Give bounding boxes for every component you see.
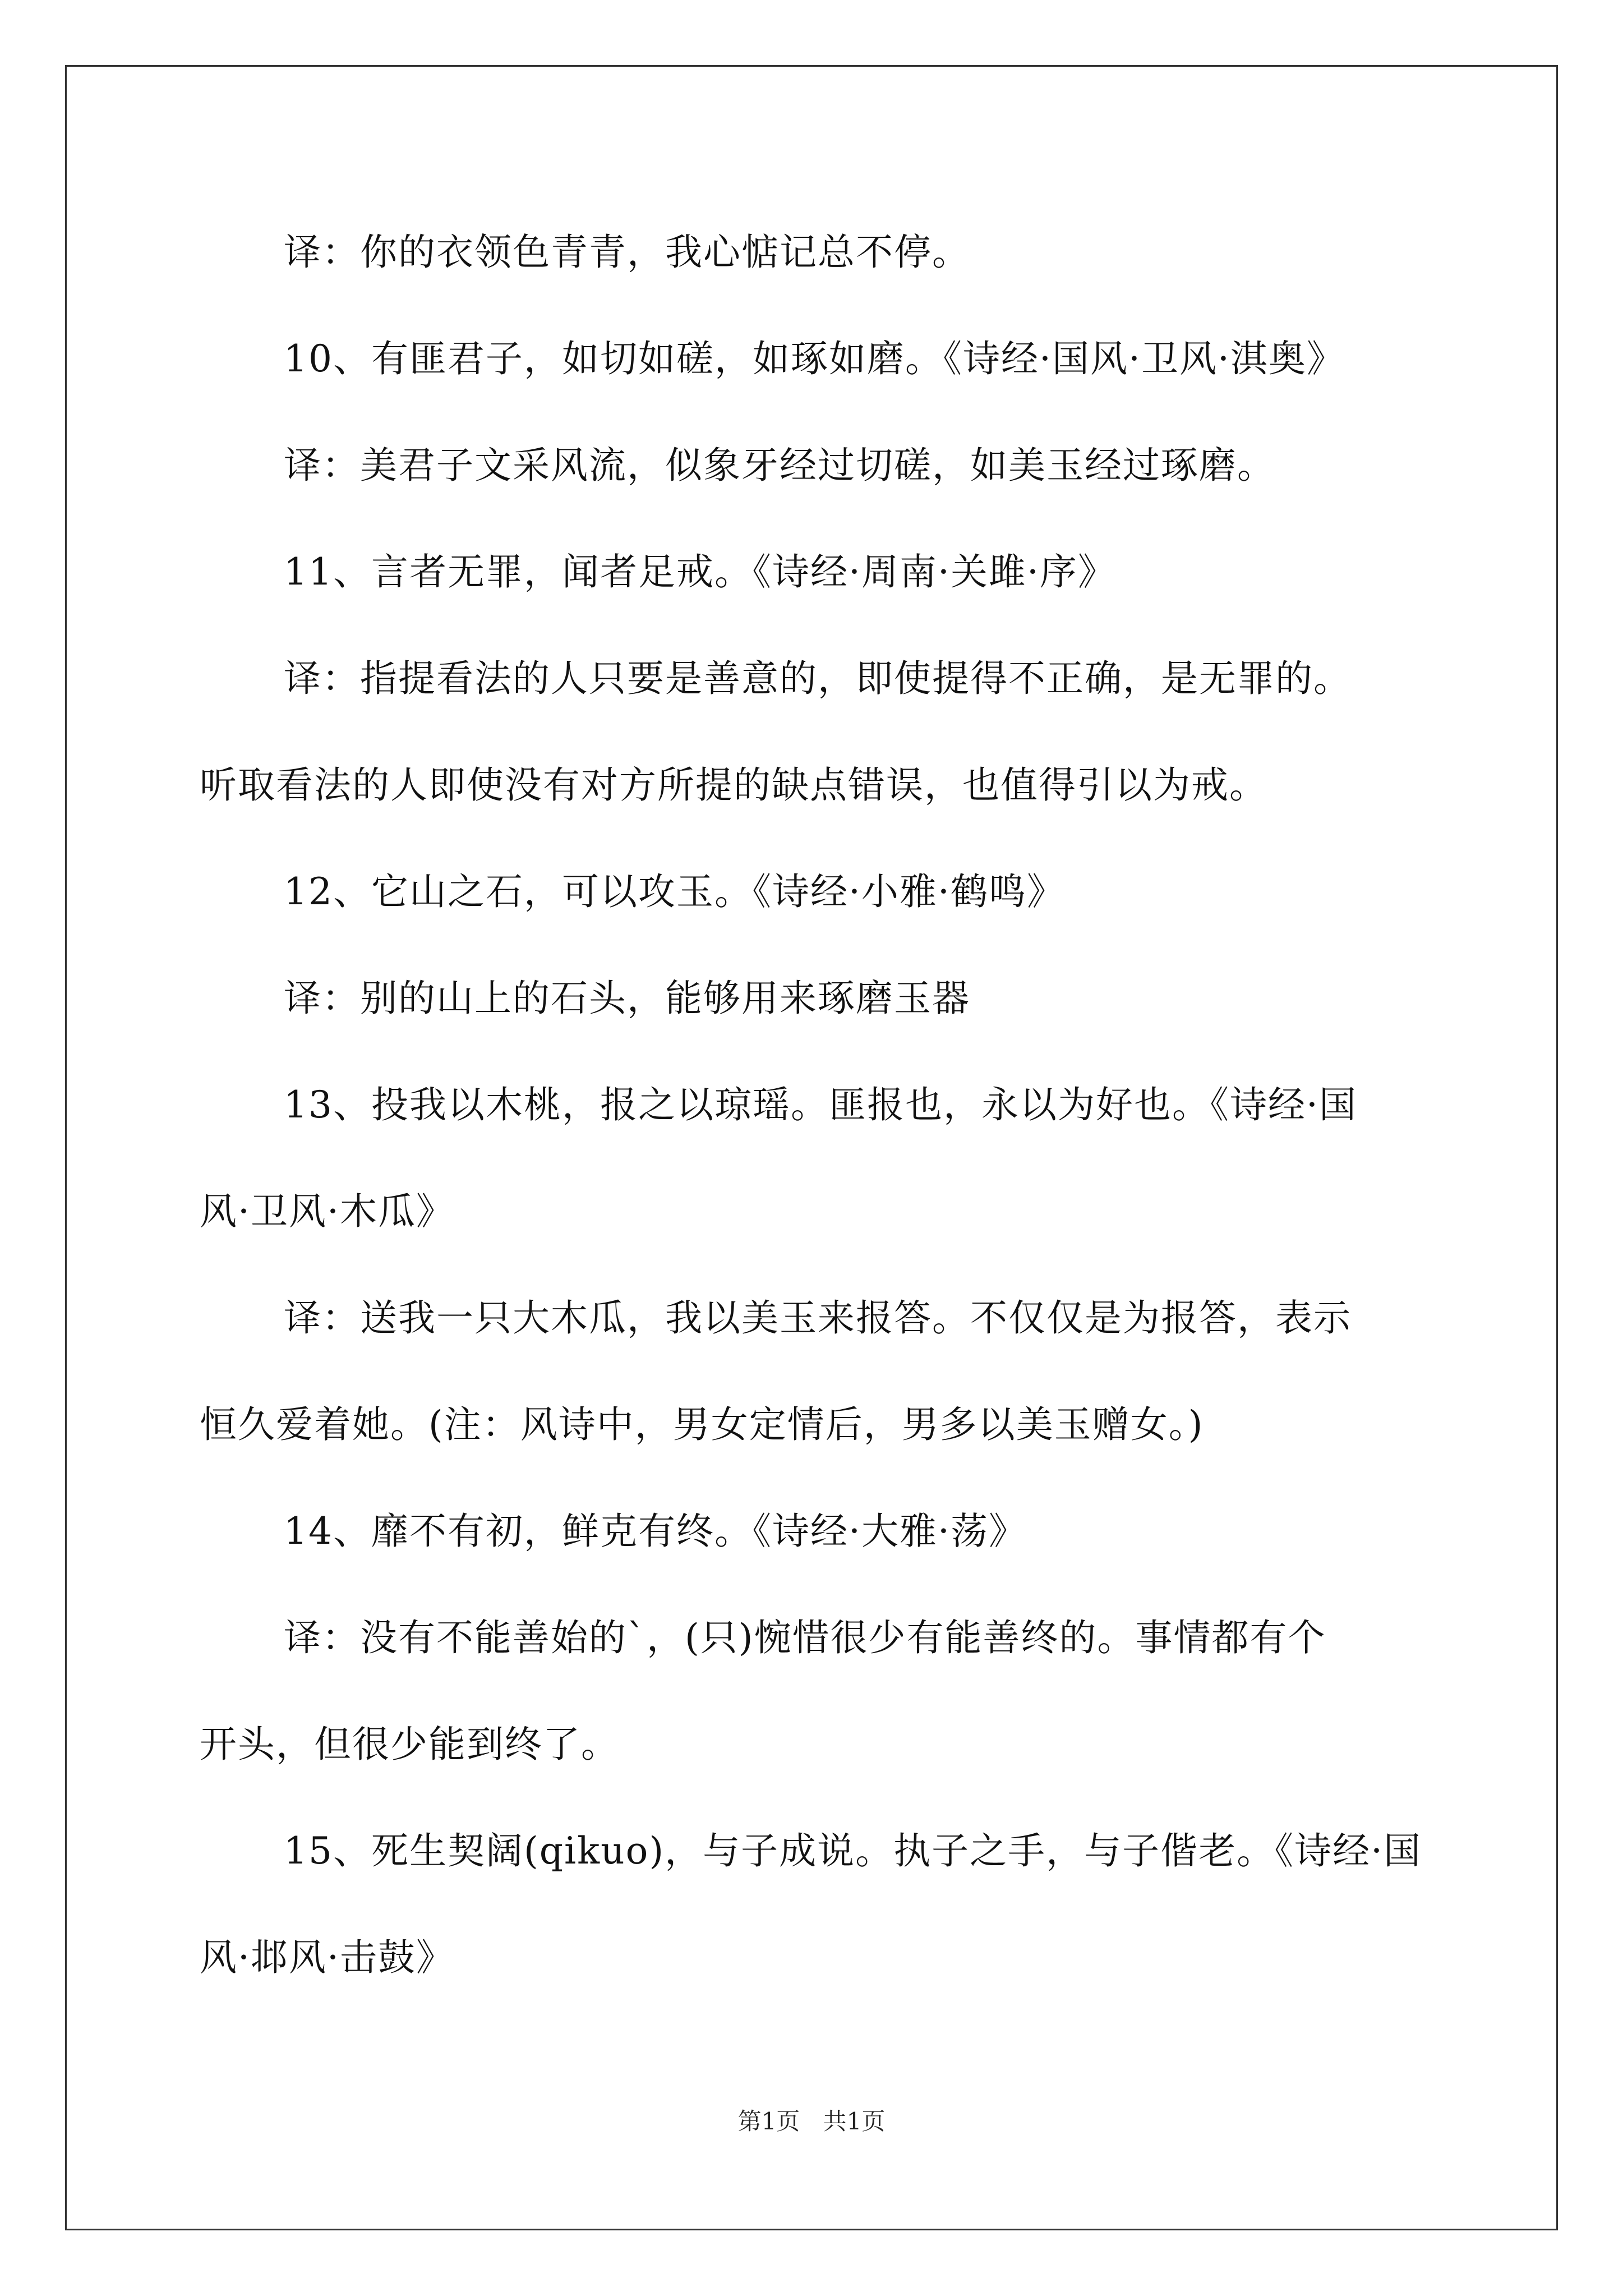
text-line: 13、投我以木桃，报之以琼瑶。匪报也，永以为好也。《诗经·国 — [284, 1083, 1357, 1126]
text-line: 风·卫风·木瓜》 — [200, 1190, 454, 1233]
page-footer — [0, 2105, 1623, 2138]
text-line: 14、靡不有初，鲜克有终。《诗经·大雅·荡》 — [284, 1510, 1027, 1553]
text-line: 风·邶风·击鼓》 — [200, 1936, 454, 1979]
text-line: 译：美君子文采风流，似象牙经过切磋，如美玉经过琢磨。 — [284, 444, 1275, 487]
text-line: 译：你的衣领色青青，我心惦记总不停。 — [284, 231, 970, 274]
text-line: 译：别的山上的石头，能够用来琢磨玉器 — [284, 977, 970, 1020]
text-line: 11、言者无罪，闻者足戒。《诗经·周南·关雎·序》 — [284, 550, 1116, 593]
text-line: 10、有匪君子，如切如磋，如琢如磨。《诗经·国风·卫风·淇奥》 — [284, 337, 1345, 380]
text-line: 开头，但很少能到终了。 — [200, 1723, 619, 1766]
text-line: 听取看法的人即使没有对方所提的缺点错误，也值得引以为戒。 — [200, 763, 1267, 807]
text-line: 15、死生契阔(qikuo)，与子成说。执子之手，与子偕老。《诗经·国 — [284, 1829, 1422, 1872]
page-number: 第1页 — [737, 2108, 800, 2135]
text-line: 译：指提看法的人只要是善意的，即使提得不正确，是无罪的。 — [284, 657, 1352, 700]
text-line: 12、它山之石，可以攻玉。《诗经·小雅·鹤鸣》 — [284, 870, 1065, 913]
text-line: 译：没有不能善始的`，(只)惋惜很少有能善终的。事情都有个 — [284, 1616, 1326, 1659]
page-border — [65, 65, 1558, 2230]
page-total: 共1页 — [823, 2108, 886, 2135]
text-line: 恒久爱着她。(注：风诗中，男女定情后，男多以美玉赠女。) — [200, 1403, 1204, 1446]
text-line: 译：送我一只大木瓜，我以美玉来报答。不仅仅是为报答，表示 — [284, 1296, 1352, 1340]
